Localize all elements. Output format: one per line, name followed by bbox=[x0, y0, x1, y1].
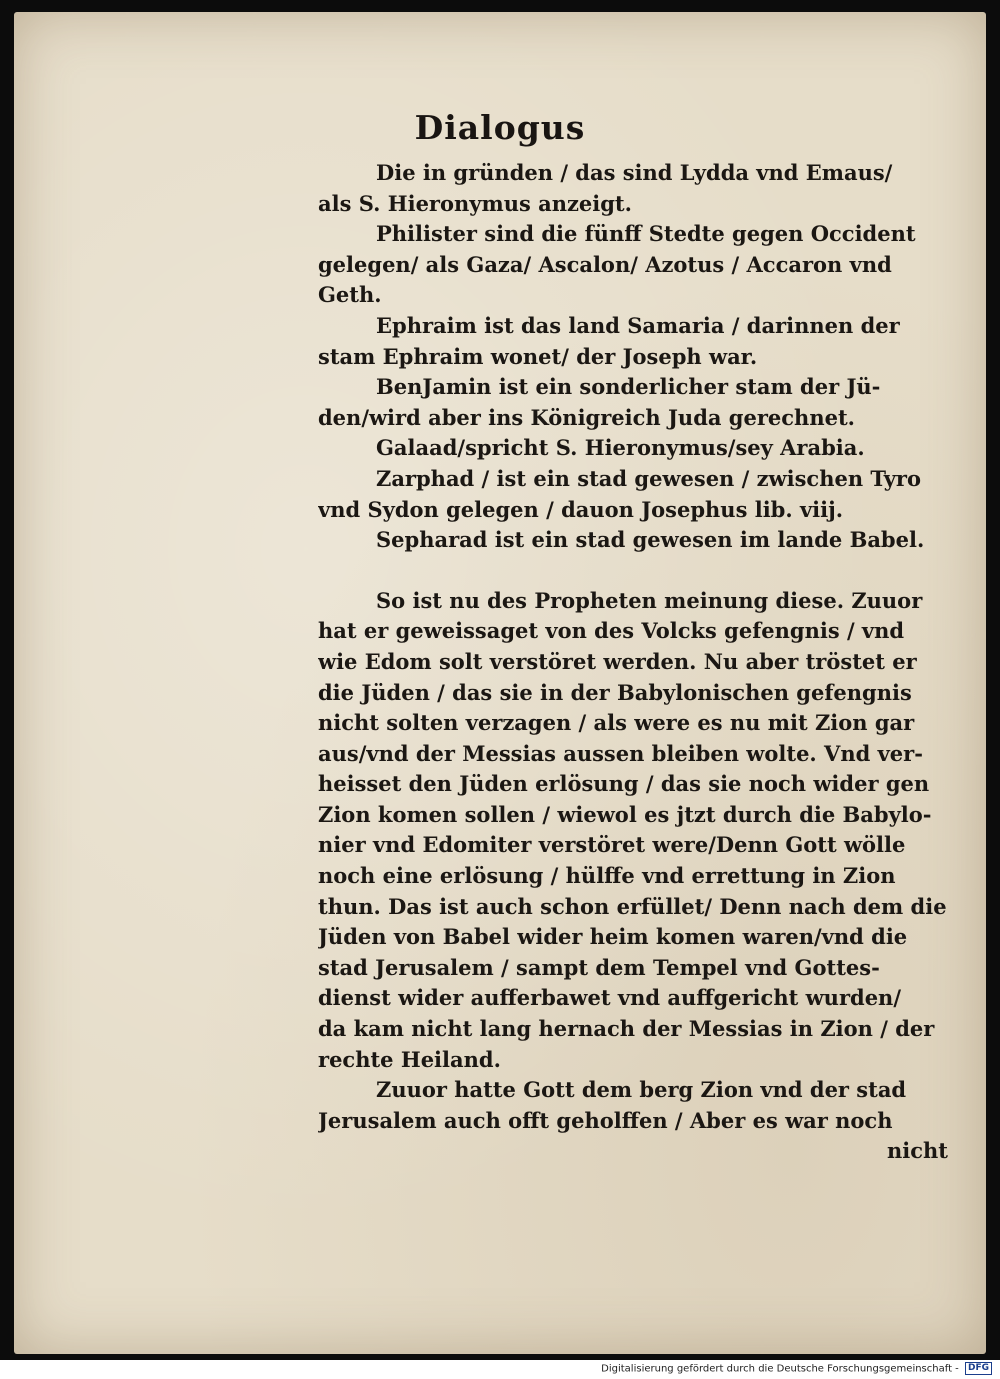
digitization-credit bbox=[601, 1362, 992, 1377]
text-line: da kam nicht lang hernach der Messias in Zion / der bbox=[318, 1016, 935, 1042]
text-line: Jüden von Babel wider heim komen waren/vnd die bbox=[318, 924, 908, 950]
text-line: Zion komen sollen / wiewol es jtzt durch die Babylo- bbox=[318, 801, 932, 827]
text-block bbox=[318, 158, 948, 1167]
text-line: vnd Sydon gelegen / dauon Josephus lib. viij. bbox=[318, 496, 844, 522]
text-line: noch eine erlösung / hülffe vnd errettung in Zion bbox=[318, 863, 896, 889]
running-head: Dialogus bbox=[414, 108, 586, 147]
text-line: den/wird aber ins Königreich Juda gerechnet. bbox=[318, 404, 855, 430]
text-line: nicht solten verzagen / als were es nu mit Zion gar bbox=[318, 710, 915, 736]
text-line: dienst wider aufferbawet vnd auffgericht wurden/ bbox=[318, 985, 901, 1011]
text-line: wie Edom solt verstöret werden. Nu aber tröstet er bbox=[318, 648, 917, 674]
text-line: stam Ephraim wonet/ der Joseph war. bbox=[318, 343, 758, 369]
text-line: Galaad/spricht S. Hieronymus/sey Arabia. bbox=[376, 435, 865, 461]
text-line: Zarphad / ist ein stad gewesen / zwischen Tyro bbox=[376, 465, 922, 491]
text-line: Zuuor hatte Gott dem berg Zion vnd der stad bbox=[376, 1077, 907, 1103]
text-line: Sepharad ist ein stad gewesen im lande Babel. bbox=[376, 527, 925, 553]
text-line: hat er geweissaget von des Volcks gefengnis / vnd bbox=[318, 618, 905, 644]
text-line: Ephraim ist das land Samaria / darinnen der bbox=[376, 312, 900, 338]
text-line: Geth. bbox=[318, 282, 382, 308]
dfg-logo: DFG bbox=[965, 1362, 992, 1375]
text-line: BenJamin ist ein sonderlicher stam der Jü- bbox=[376, 374, 881, 400]
text-line: stad Jerusalem / sampt dem Tempel vnd Gottes- bbox=[318, 954, 880, 980]
text-line: thun. Das ist auch schon erfüllet/ Denn nach dem die bbox=[318, 893, 947, 919]
text-line: gelegen/ als Gaza/ Ascalon/ Azotus / Accaron vnd bbox=[318, 251, 892, 277]
text-line: nier vnd Edomiter verstöret were/Denn Gott wölle bbox=[318, 832, 906, 858]
text-line: Philister sind die fünff Stedte gegen Occident bbox=[376, 221, 916, 247]
text-line: So ist nu des Propheten meinung diese. Zuuor bbox=[376, 587, 923, 613]
text-line: Jerusalem auch offt geholffen / Aber es war noch bbox=[318, 1107, 893, 1133]
text-line: heisset den Jüden erlösung / das sie noch wider gen bbox=[318, 771, 930, 797]
text-line: rechte Heiland. bbox=[318, 1046, 501, 1072]
catchword: nicht bbox=[886, 1138, 948, 1164]
text-line: als S. Hieronymus anzeigt. bbox=[318, 190, 632, 216]
book-page bbox=[14, 12, 986, 1354]
text-line: Die in gründen / das sind Lydda vnd Emaus/ bbox=[376, 160, 893, 185]
text-line: aus/vnd der Messias aussen bleiben wolte. Vnd ver- bbox=[318, 740, 923, 766]
text-line: die Jüden / das sie in der Babylonischen gefengnis bbox=[318, 679, 912, 705]
credit-text: Digitalisierung gefördert durch die Deutsche Forschungsgemeinschaft - bbox=[601, 1363, 959, 1375]
